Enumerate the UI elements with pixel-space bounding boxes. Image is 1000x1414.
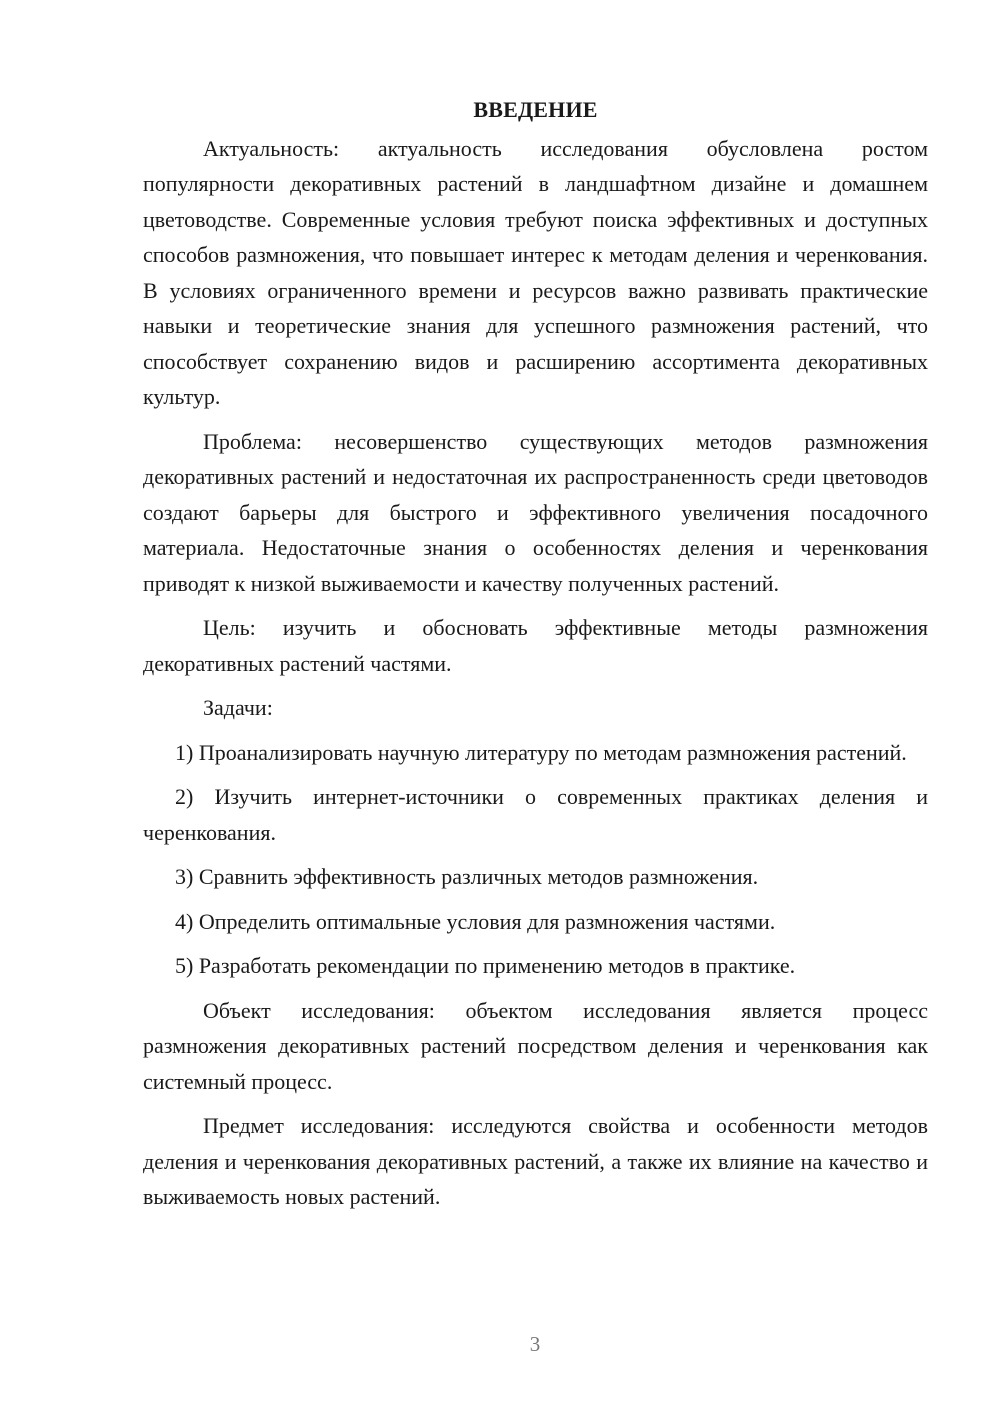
problem-paragraph: Проблема: несовершенство существующих методов размножения декоративных растений и недостаточная их распространенность среди цветоводов создают барьеры для быстрого и эффективного увеличения посадочного материала. Недостаточные знания о особенностях деления и черенкования приводят к низкой выживаемости и качеству полученных растений. (143, 428, 928, 596)
relevance-paragraph: Актуальность: актуальность исследования обусловлена ростом популярности декоративных растений в ландшафтном дизайне и домашнем цветоводстве. Современные условия требуют поиска эффективных и доступных способов размножения, что повышает интерес к методам деления и черенкования. В условиях ограниченного времени и ресурсов важно развивать практические навыки и теоретические знания для успешного размножения растений, что способствует сохранению видов и расширению ассортимента декоративных культур. (143, 135, 928, 409)
object-paragraph: Объект исследования: объектом исследования является процесс размножения декоративных растений посредством деления и черенкования как системный процесс. (143, 997, 928, 1094)
task-item: 3) Сравнить эффективность различных методов размножения. (175, 864, 759, 889)
tasks-list (143, 735, 928, 984)
document-body (143, 92, 928, 1224)
task-item: 2) Изучить интернет-источники о современных практиках деления и черенкования. (143, 784, 928, 845)
tasks-heading: Задачи: (203, 695, 273, 720)
page-number: 3 (529, 1332, 541, 1356)
task-item: 5) Разработать рекомендации по применению методов в практике. (175, 953, 796, 978)
task-item: 1) Проанализировать научную литературу по методам размножения растений. (175, 739, 907, 765)
task-item: 4) Определить оптимальные условия для размножения частями. (175, 908, 776, 934)
subject-paragraph: Предмет исследования: исследуются свойства и особенности методов деления и черенкования декоративных растений, а также их влияние на качество и выживаемость новых растений. (143, 1113, 928, 1209)
goal-paragraph: Цель: изучить и обосновать эффективные методы размножения декоративных растений частями. (143, 615, 928, 676)
section-title: ВВЕДЕНИЕ (473, 97, 598, 122)
